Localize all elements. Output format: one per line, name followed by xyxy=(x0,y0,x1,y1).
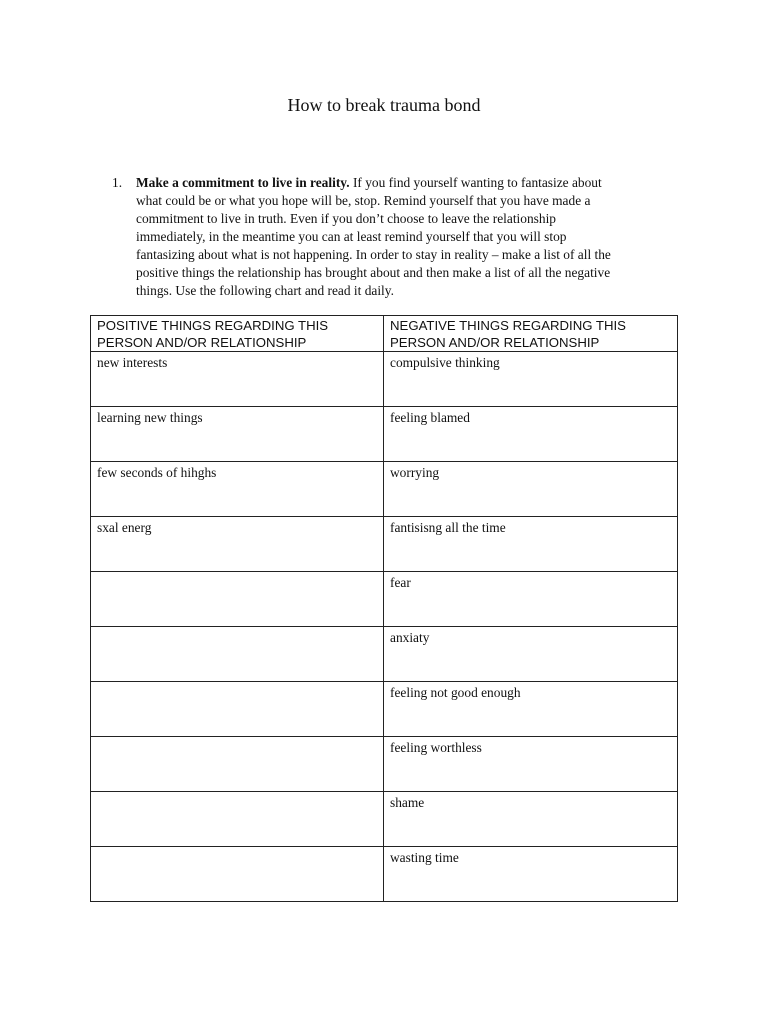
list-item-number: 1. xyxy=(112,175,123,190)
negative-cell: feeling worthless xyxy=(384,737,678,792)
negative-cell: fantisisng all the time xyxy=(384,517,678,572)
positive-cell: few seconds of hihghs xyxy=(91,462,384,517)
positive-cell xyxy=(91,737,384,792)
list-item-heading: Make a commitment to live in reality. xyxy=(136,175,350,190)
table-row xyxy=(91,517,678,572)
negative-column-header: NEGATIVE THINGS REGARDING THIS PERSON AND/OR RELATIONSHIP xyxy=(384,316,678,352)
negative-cell: anxiaty xyxy=(384,627,678,682)
negative-cell: feeling not good enough xyxy=(384,682,678,737)
table-row xyxy=(91,407,678,462)
positive-cell xyxy=(91,572,384,627)
table-row xyxy=(91,792,678,847)
table-row xyxy=(91,847,678,902)
positive-cell xyxy=(91,682,384,737)
table-header-row xyxy=(91,316,678,352)
positive-cell: new interests xyxy=(91,352,384,407)
positive-cell xyxy=(91,847,384,902)
table-row xyxy=(91,627,678,682)
positive-cell: sxal energ xyxy=(91,517,384,572)
table-row xyxy=(91,462,678,517)
negative-cell: worrying xyxy=(384,462,678,517)
positive-cell xyxy=(91,792,384,847)
table-row xyxy=(91,352,678,407)
positive-negative-table xyxy=(90,315,678,902)
negative-cell: compulsive thinking xyxy=(384,352,678,407)
negative-cell: shame xyxy=(384,792,678,847)
table-row xyxy=(91,572,678,627)
document-title: How to break trauma bond xyxy=(287,95,481,115)
negative-cell: fear xyxy=(384,572,678,627)
positive-column-header: POSITIVE THINGS REGARDING THIS PERSON AND/OR RELATIONSHIP xyxy=(91,316,384,352)
negative-cell: feeling blamed xyxy=(384,407,678,462)
table-row xyxy=(91,682,678,737)
list-item-body: If you find yourself wanting to fantasize about what could be or what you hope will be, stop. Remind yourself that you have made a commitment to live in truth. Even if you don’t choose to leave the relationship immediately, in the meantime you can at least remind yourself that you will stop fantasizing about what is not happening. In order to stay in reality – make a list of all the positive things the relationship has brought about and then make a list of all the negative things. Use the following chart and read it daily. xyxy=(136,175,611,298)
negative-cell: wasting time xyxy=(384,847,678,902)
positive-cell: learning new things xyxy=(91,407,384,462)
list-item-text xyxy=(136,174,676,300)
positive-cell xyxy=(91,627,384,682)
table-row xyxy=(91,737,678,792)
